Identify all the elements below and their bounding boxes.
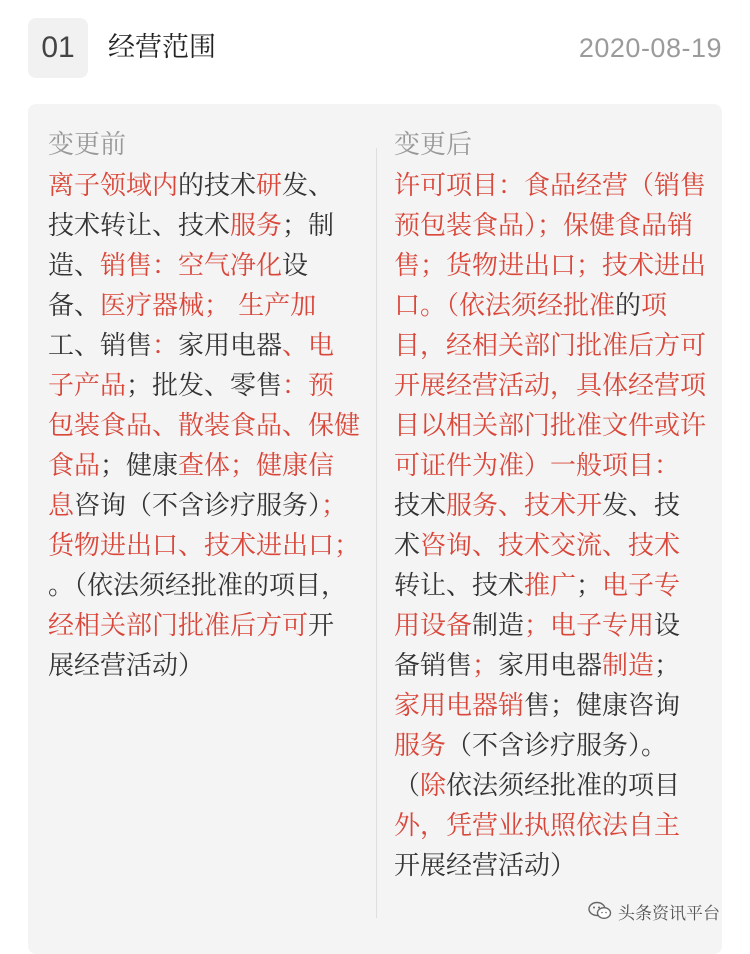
- changed-text-segment: 电子专用设备: [394, 571, 681, 641]
- after-text: [394, 166, 706, 886]
- changed-text-segment: 经相关部门批准后方可: [48, 611, 309, 641]
- text-segment: 发、技术: [394, 491, 681, 561]
- text-segment: 转让、技术: [394, 571, 525, 601]
- changed-text-segment: 销售：空气净化: [100, 251, 283, 281]
- text-segment: 技术: [394, 491, 447, 521]
- section-index-badge: 01: [28, 18, 88, 78]
- section-header: [0, 0, 750, 96]
- text-segment: 家用电器: [498, 651, 603, 681]
- text-segment: ；制造、: [48, 211, 335, 281]
- text-segment: ；: [576, 571, 603, 601]
- text-segment: ；批发、零售: [126, 371, 283, 401]
- column-divider: [376, 148, 377, 918]
- changed-text-segment: 服务、技术开: [446, 491, 603, 521]
- changed-text-segment: 咨询、技术交流、技术: [420, 531, 681, 561]
- before-label: 变更前: [48, 130, 127, 160]
- comparison-card: [28, 104, 722, 954]
- before-text: [48, 166, 360, 686]
- changed-text-segment: 除: [420, 771, 447, 801]
- changed-text-segment: 研: [256, 171, 283, 201]
- text-segment: 的: [615, 291, 642, 321]
- text-segment: 设备、: [48, 251, 309, 321]
- source-watermark: [588, 896, 720, 926]
- text-segment: 。（依法须经批准的项目，: [48, 571, 348, 601]
- text-segment: 发、技术转让、技术: [48, 171, 335, 241]
- changed-text-segment: ；货物进出口、技术进出口；: [48, 491, 361, 561]
- changed-text-segment: 服务: [394, 731, 447, 761]
- text-segment: 的技术: [178, 171, 257, 201]
- watermark-text: 头条资讯平台: [618, 903, 720, 924]
- after-label: 变更后: [394, 130, 473, 160]
- text-segment: 咨询（不含诊疗服务）: [74, 491, 322, 521]
- before-column: [48, 126, 360, 686]
- text-segment: ；: [654, 651, 681, 681]
- changed-text-segment: ：: [152, 331, 179, 361]
- section-title: 经营范围: [108, 32, 216, 63]
- changed-text-segment: ；电子专用: [524, 611, 655, 641]
- changed-text-segment: ：预包装食品、散装食品、保健食品: [48, 371, 361, 481]
- changed-text-segment: 制造: [602, 651, 655, 681]
- text-segment: 依法须经批准的项目: [446, 771, 681, 801]
- changed-text-segment: 医疗器械； 生产加: [100, 291, 317, 321]
- text-segment: 售；健康咨询: [524, 691, 681, 721]
- changed-text-segment: 、电子产品: [48, 331, 335, 401]
- wechat-icon: [588, 901, 612, 921]
- text-segment: 开展经营活动）: [48, 611, 335, 681]
- text-segment: 设备销售: [394, 611, 681, 681]
- section-date: 2020-08-19: [578, 33, 722, 63]
- changed-text-segment: 离子领域内: [48, 171, 179, 201]
- text-segment: ；健康: [100, 451, 179, 481]
- changed-text-segment: ；: [472, 651, 499, 681]
- text-segment: 开展经营活动）: [394, 851, 577, 881]
- changed-text-segment: 服务: [230, 211, 283, 241]
- text-segment: 家用电器: [178, 331, 283, 361]
- changed-text-segment: 查体；健康信息: [48, 451, 335, 521]
- changed-text-segment: 外，凭营业执照依法自主: [394, 811, 681, 841]
- text-segment: 工、销售: [48, 331, 153, 361]
- changed-text-segment: 家用电器销: [394, 691, 525, 721]
- changed-text-segment: 项目，经相关部门批准后方可开展经营活动，具体经营项目以相关部门批准文件或许可证件为准）一般项目：: [394, 291, 707, 481]
- text-segment: （不含诊疗服务）。 （: [394, 731, 668, 801]
- changed-text-segment: 推广: [524, 571, 577, 601]
- changed-text-segment: 许可项目：食品经营（销售预包装食品）；保健食品销售；货物进出口；技术进出口。（依法须经批准: [394, 171, 707, 321]
- after-column: [394, 126, 706, 886]
- text-segment: 制造: [472, 611, 525, 641]
